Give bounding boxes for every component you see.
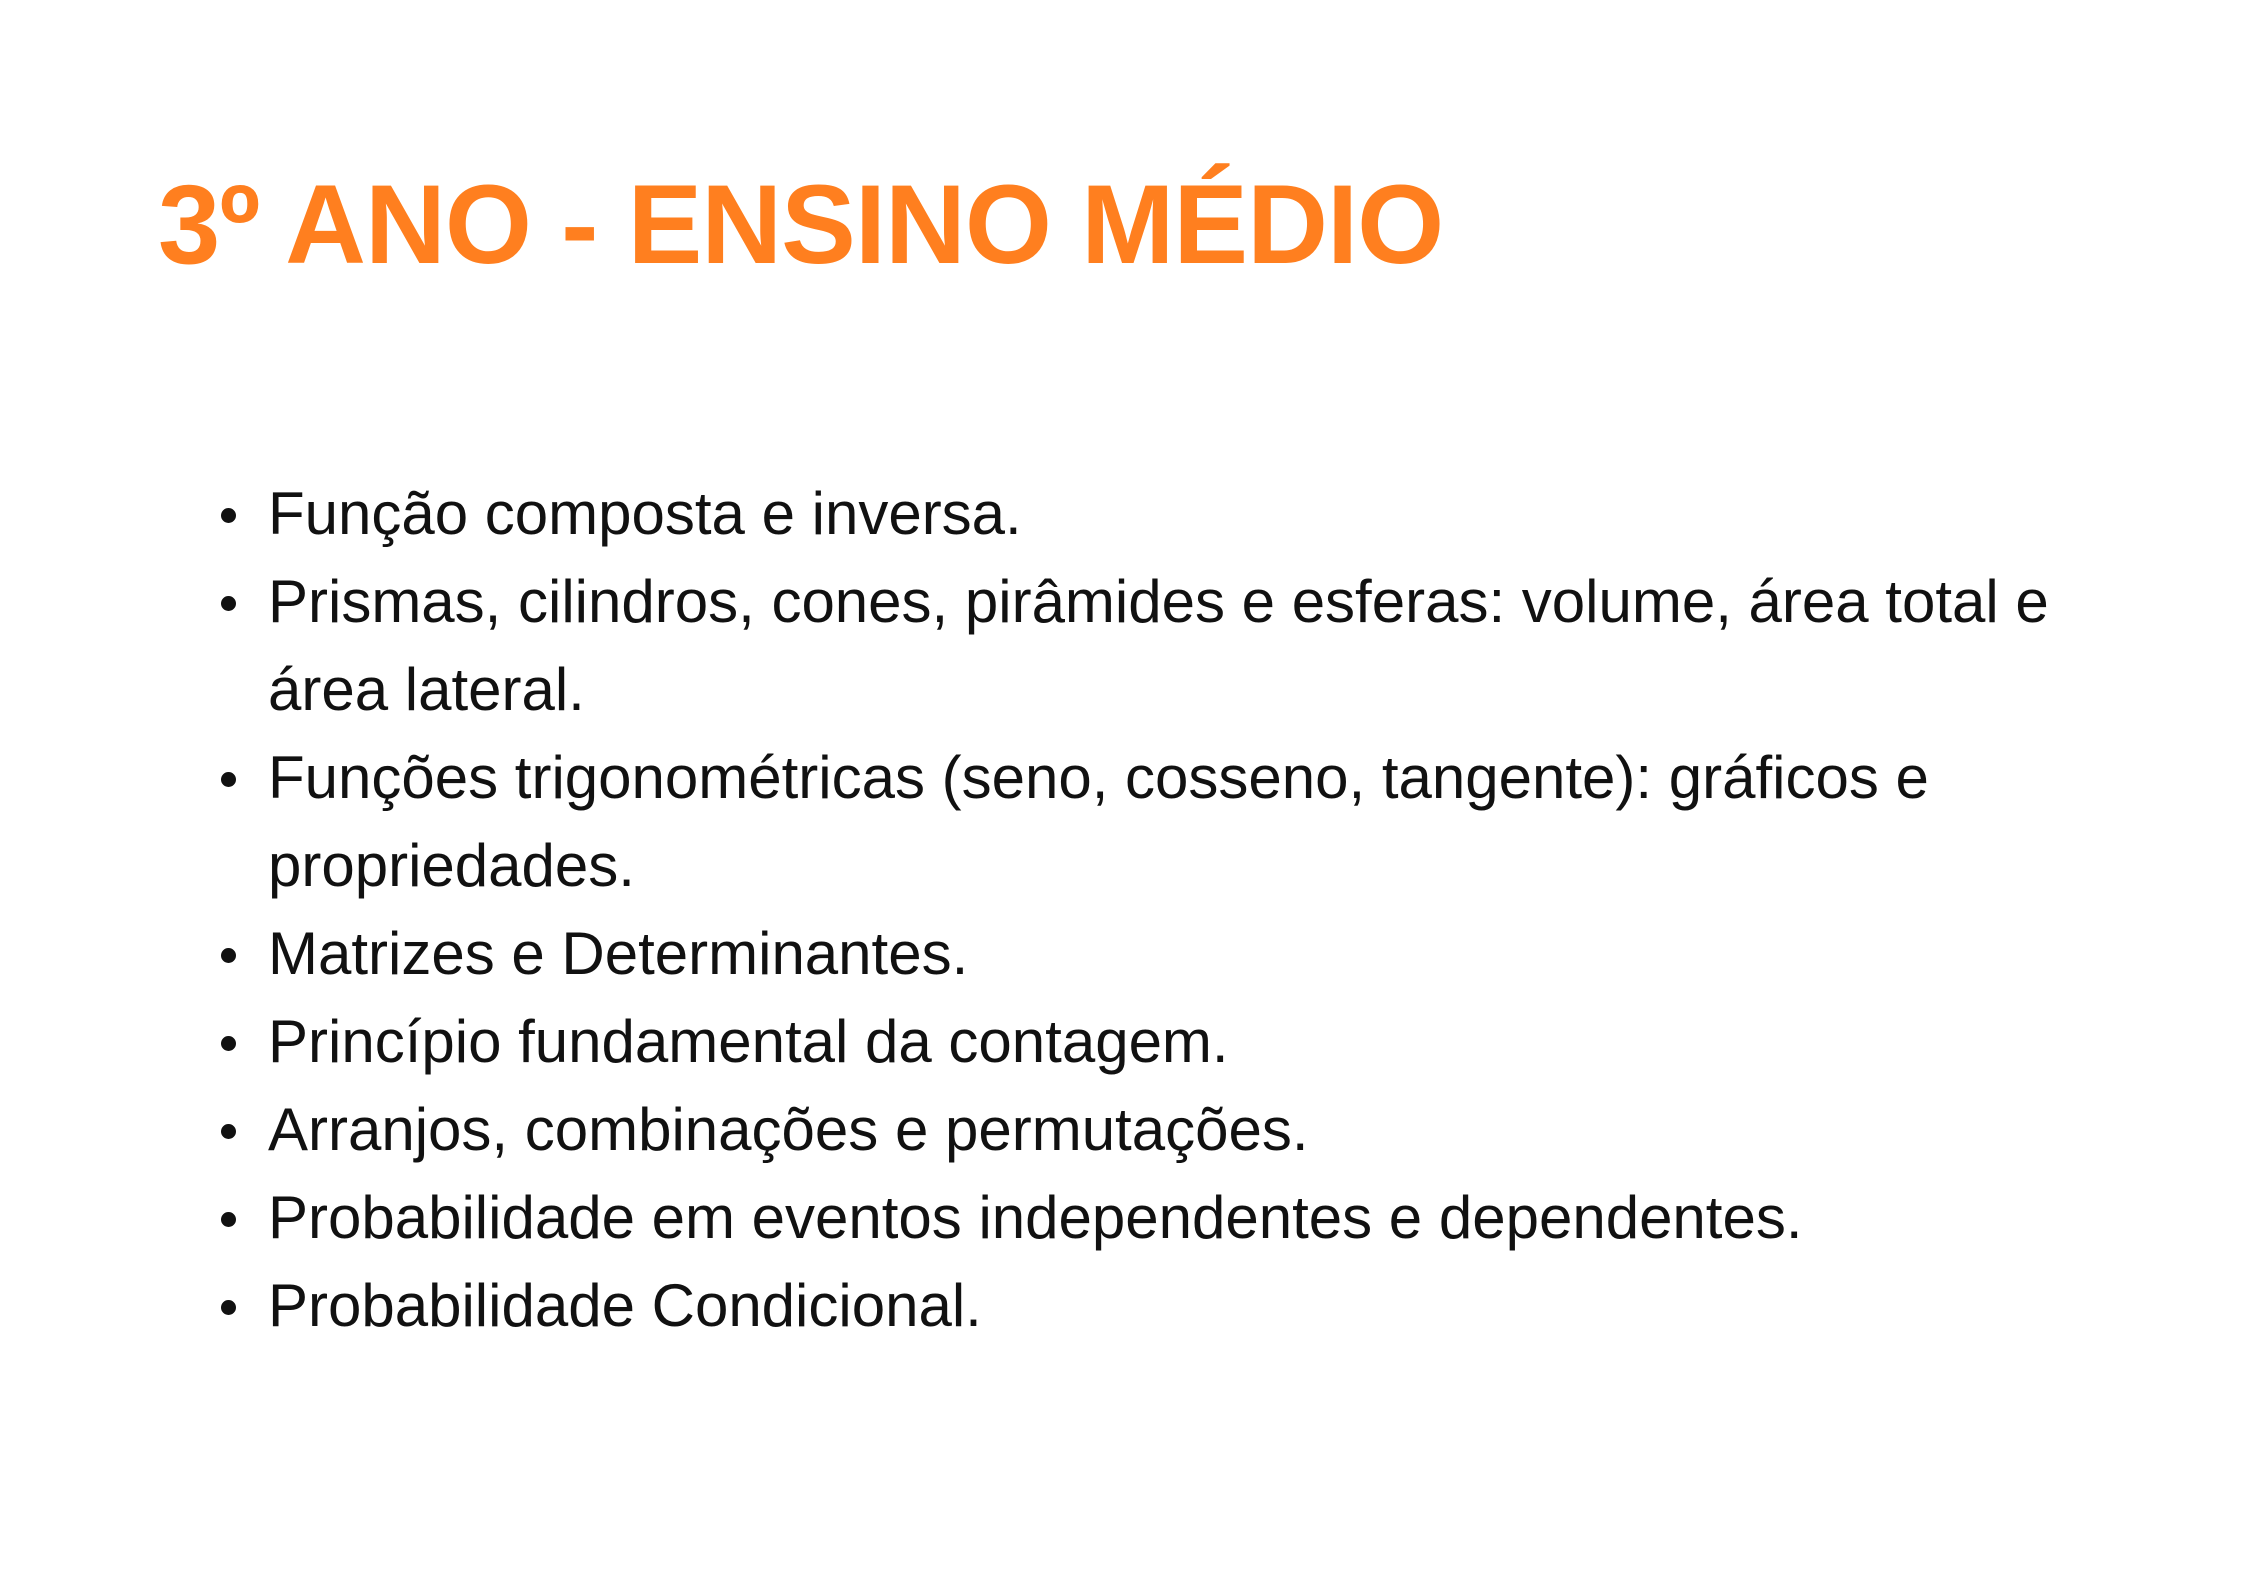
list-item: [218, 734, 2118, 910]
bullet-icon: [221, 1124, 236, 1139]
list-item: [218, 998, 2118, 1086]
bullet-icon: [221, 508, 236, 523]
list-item: [218, 470, 2118, 558]
topic-text: Função composta e inversa.: [268, 480, 1022, 547]
topic-text: Funções trigonométricas (seno, cosseno, tangente): gráficos e propriedades.: [268, 744, 1929, 899]
topic-text: Prismas, cilindros, cones, pirâmides e esferas: volume, área total e área lateral.: [268, 568, 2049, 723]
list-item: [218, 1174, 2118, 1262]
topic-text: Probabilidade em eventos independentes e dependentes.: [268, 1184, 1803, 1251]
bullet-icon: [221, 1300, 236, 1315]
bullet-icon: [221, 772, 236, 787]
list-item: [218, 1262, 2118, 1350]
topic-text: Matrizes e Determinantes.: [268, 920, 969, 987]
list-item: [218, 1086, 2118, 1174]
list-item: [218, 910, 2118, 998]
topic-text: Princípio fundamental da contagem.: [268, 1008, 1229, 1075]
topic-text: Probabilidade Condicional.: [268, 1272, 982, 1339]
bullet-icon: [221, 1212, 236, 1227]
page-title: 3º ANO - ENSINO MÉDIO: [158, 162, 1444, 287]
list-item: [218, 558, 2118, 734]
bullet-icon: [221, 948, 236, 963]
topic-list: [218, 470, 2118, 1350]
topic-text: Arranjos, combinações e permutações.: [268, 1096, 1309, 1163]
bullet-icon: [221, 596, 236, 611]
bullet-icon: [221, 1036, 236, 1051]
